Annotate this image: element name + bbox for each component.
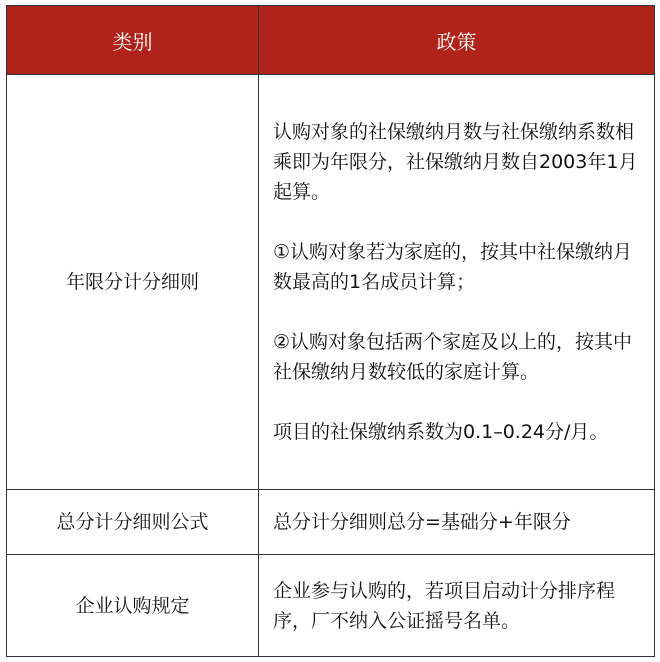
table-row: [7, 490, 655, 555]
policy-table: [6, 5, 655, 657]
policy-cell: [259, 490, 655, 555]
header-category: 类别: [7, 6, 259, 75]
policy-paragraph: 项目的社保缴纳系数为0.1–0.24分/月。: [273, 421, 609, 443]
table-row: [7, 75, 655, 490]
table-row: [7, 555, 655, 657]
header-policy: 政策: [259, 6, 655, 75]
policy-cell: [259, 75, 655, 490]
category-cell: 企业认购规定: [7, 555, 259, 657]
policy-paragraph: 总分计分细则总分=基础分+年限分: [273, 511, 571, 533]
policy-paragraph: 认购对象的社保缴纳月数与社保缴纳系数相乘即为年限分，社保缴纳月数自2003年1月起算。: [273, 121, 638, 203]
category-cell: 总分计分细则公式: [7, 490, 259, 555]
policy-paragraph: ②认购对象包括两个家庭及以上的，按其中社保缴纳月数较低的家庭计算。: [273, 331, 633, 383]
policy-paragraph: 企业参与认购的，若项目启动计分排序程序，厂不纳入公证摇号名单。: [273, 579, 616, 632]
policy-cell: [259, 555, 655, 657]
header-row: [7, 6, 655, 75]
category-cell: 年限分计分细则: [7, 75, 259, 490]
policy-paragraph: ①认购对象若为家庭的，按其中社保缴纳月数最高的1名成员计算；: [273, 241, 633, 293]
